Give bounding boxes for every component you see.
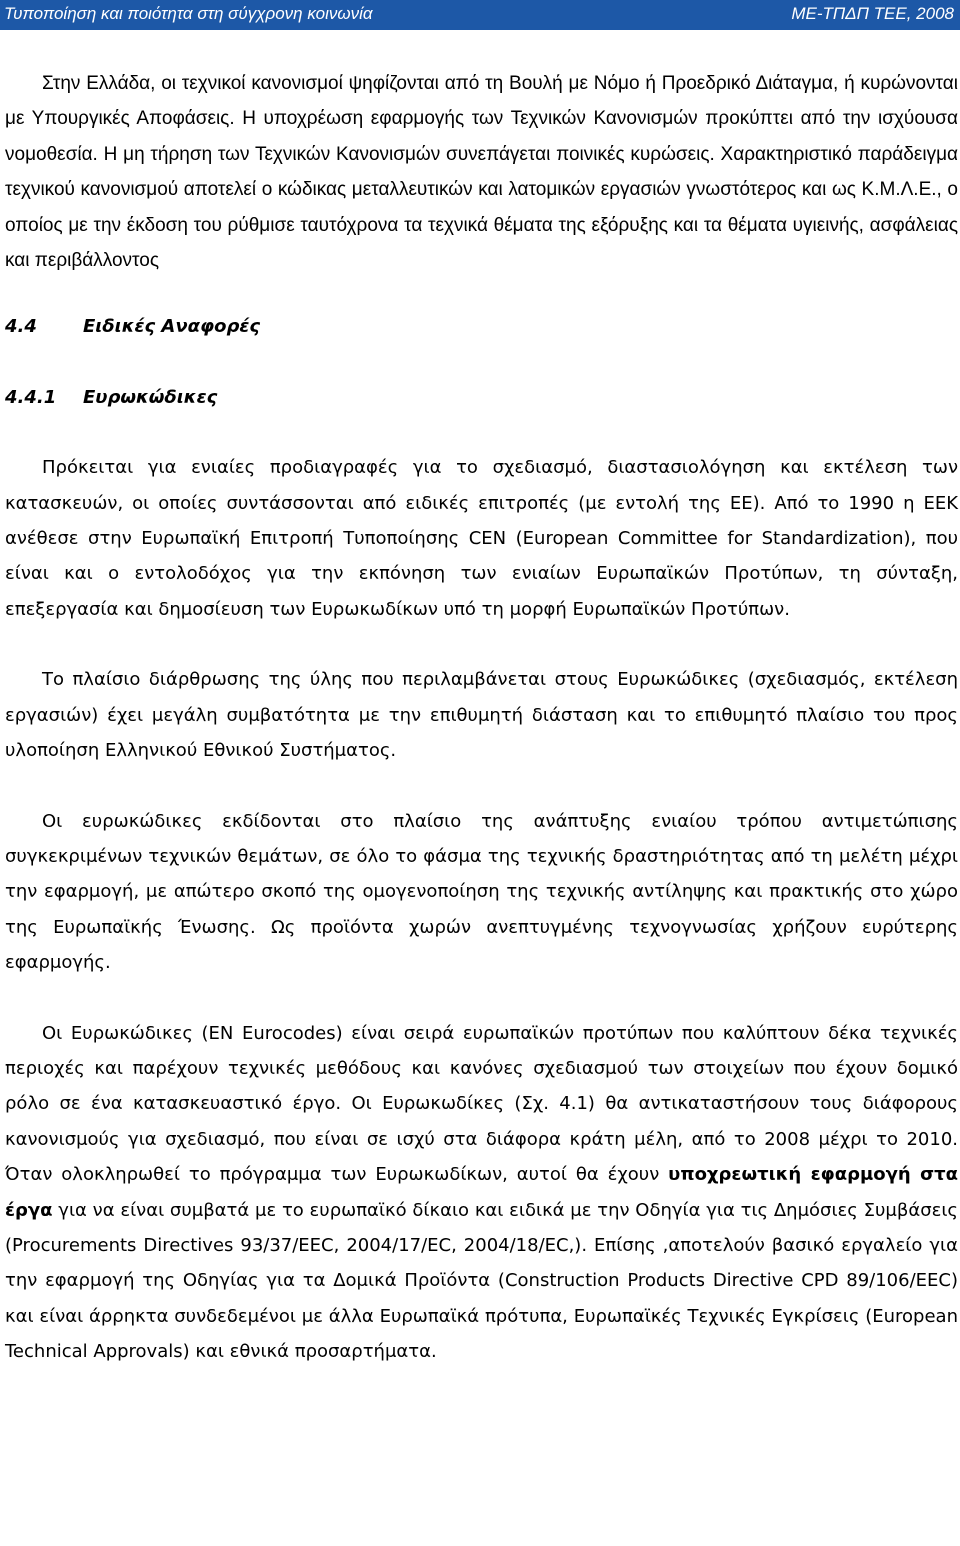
document-body	[5, 66, 958, 1370]
paragraph-eurocodes-intro: Πρόκειται για ενιαίες προδιαγραφές για το σχεδιασμό, διαστασιολόγηση και εκτέλεση των κατασκευών, οι οποίες συντάσσονται από ειδικές επιτροπές (με εντολή της ΕΕ). Από το 1990 η ΕΕΚ ανέθεσε στην Ευρωπαϊκή Επιτροπή Τυποποίησης CEN (European Committee for Standardization), που είναι και ο εντολοδόχος για την εκπόνηση των ενιαίων Ευρωπαϊκών Προτύπων, τη σύνταξη, επεξεργασία και δημοσίευση των Ευρωκωδίκων υπό τη μορφή Ευρωπαϊκών Προτύπων.	[5, 457, 958, 620]
section-title: Ευρωκώδικες	[83, 386, 218, 408]
section-number: 4.4.1	[5, 386, 57, 408]
header-title: Τυποποίηση και ποιότητα στη σύγχρονη κοινωνία	[4, 4, 373, 23]
paragraph-greek-regulations: Στην Ελλάδα, οι τεχνικοί κανονισμοί ψηφίζονται από τη Βουλή με Νόμο ή Προεδρικό Διάταγμα, ή κυρώνονται με Υπουργικές Αποφάσεις. Η υποχρέωση εφαρμογής των Τεχνικών Κανονισμών προκύπτει από την ισχύουσα νομοθεσία. Η μη τήρηση των Τεχνικών Κανονισμών συνεπάγεται ποινικές κυρώσεις. Χαρακτηριστικό παράδειγμα τεχνικού κανονισμού αποτελεί ο κώδικας μεταλλευτικών και λατομικών εργασιών γνωστότερος και ως Κ.Μ.Λ.Ε., ο οποίος με την έκδοση του ρύθμισε ταυτόχρονα τα τεχνικά θέματα της εξόρυξης και τα θέματα υγιεινής, ασφάλειας και περιβάλλοντος	[5, 73, 958, 272]
section-heading-4-4-1	[5, 380, 958, 415]
text-run: Οι Ευρωκώδικες (EN Eurocodes) είναι σειρά ευρωπαϊκών προτύπων που καλύπτουν δέκα τεχνικές περιοχές και παρέχουν τεχνικές μεθόδους και κανόνες σχεδιασμού των στοιχείων που έχουν δομικό ρόλο σε ένα κατασκευαστικό έργο. Οι Ευρωκωδίκες (Σχ. 4.1) θα αντικαταστήσουν τους διάφορους κανονισμούς για σχεδιασμό, που είναι σε ισχύ στα διάφορα κράτη μέλη, από το 2008 μέχρι το 2010. Όταν ολοκληρωθεί το πρόγραμμα των Ευρωκωδίκων, αυτοί θα έχουν	[5, 1022, 958, 1186]
paragraph-framework: Το πλαίσιο διάρθρωσης της ύλης που περιλαμβάνεται στους Ευρωκώδικες (σχεδιασμός, εκτέλεση εργασιών) έχει μεγάλη συμβατότητα με την επιθυμητή διάσταση και το επιθυμητό πλαίσιο του προς υλοποίηση Ελληνικού Εθνικού Συστήματος.	[5, 669, 958, 762]
paragraph-purpose: Οι ευρωκώδικες εκδίδονται στο πλαίσιο της ανάπτυξης ενιαίου τρόπου αντιμετώπισης συγκεκριμένων τεχνικών θεμάτων, σε όλο το φάσμα της τεχνικής δραστηριότητας από τη μελέτη μέχρι την εφαρμογή, με απώτερο σκοπό της ομογενοποίηση της τεχνικής αντίληψης και πρακτικής στο χώρο της Ευρωπαϊκής Ένωσης. Ως προϊόντα χωρών ανεπτυγμένης τεχνογνωσίας χρήζουν ευρύτερης εφαρμογής.	[5, 810, 958, 974]
section-heading-4-4	[5, 309, 958, 344]
paragraph-en-eurocodes	[5, 1016, 958, 1370]
section-title: Ειδικές Αναφορές	[83, 316, 261, 338]
emphasis-mandatory: υποχρεωτική εφαρμογή στα έργα	[5, 1164, 958, 1221]
text-run: για να είναι συμβατά με το ευρωπαϊκό δίκαιο και ειδικά με την Οδηγία για τις Δημόσιες Συμβάσεις (Procurements Directives 93/37/EEC, 2004/17/EC, 2004/18/EC,). Επίσης ,αποτελούν βασικό εργαλείο για την εφαρμογή της Οδηγίας για τα Δομικά Προϊόντα (Construction Products Directive CPD 89/106/EEC) και είναι άρρηκτα συνδεδεμένοι με άλλα Ευρωπαϊκά πρότυπα, Ευρωπαϊκές Τεχνικές Εγκρίσεις (European Technical Approvals) και εθνικά προσαρτήματα.	[5, 1199, 958, 1363]
header-reference: ΜΕ-ΤΠΔΠ ΤΕΕ, 2008	[791, 4, 954, 23]
page-header	[0, 0, 960, 30]
section-number: 4.4	[5, 316, 37, 338]
